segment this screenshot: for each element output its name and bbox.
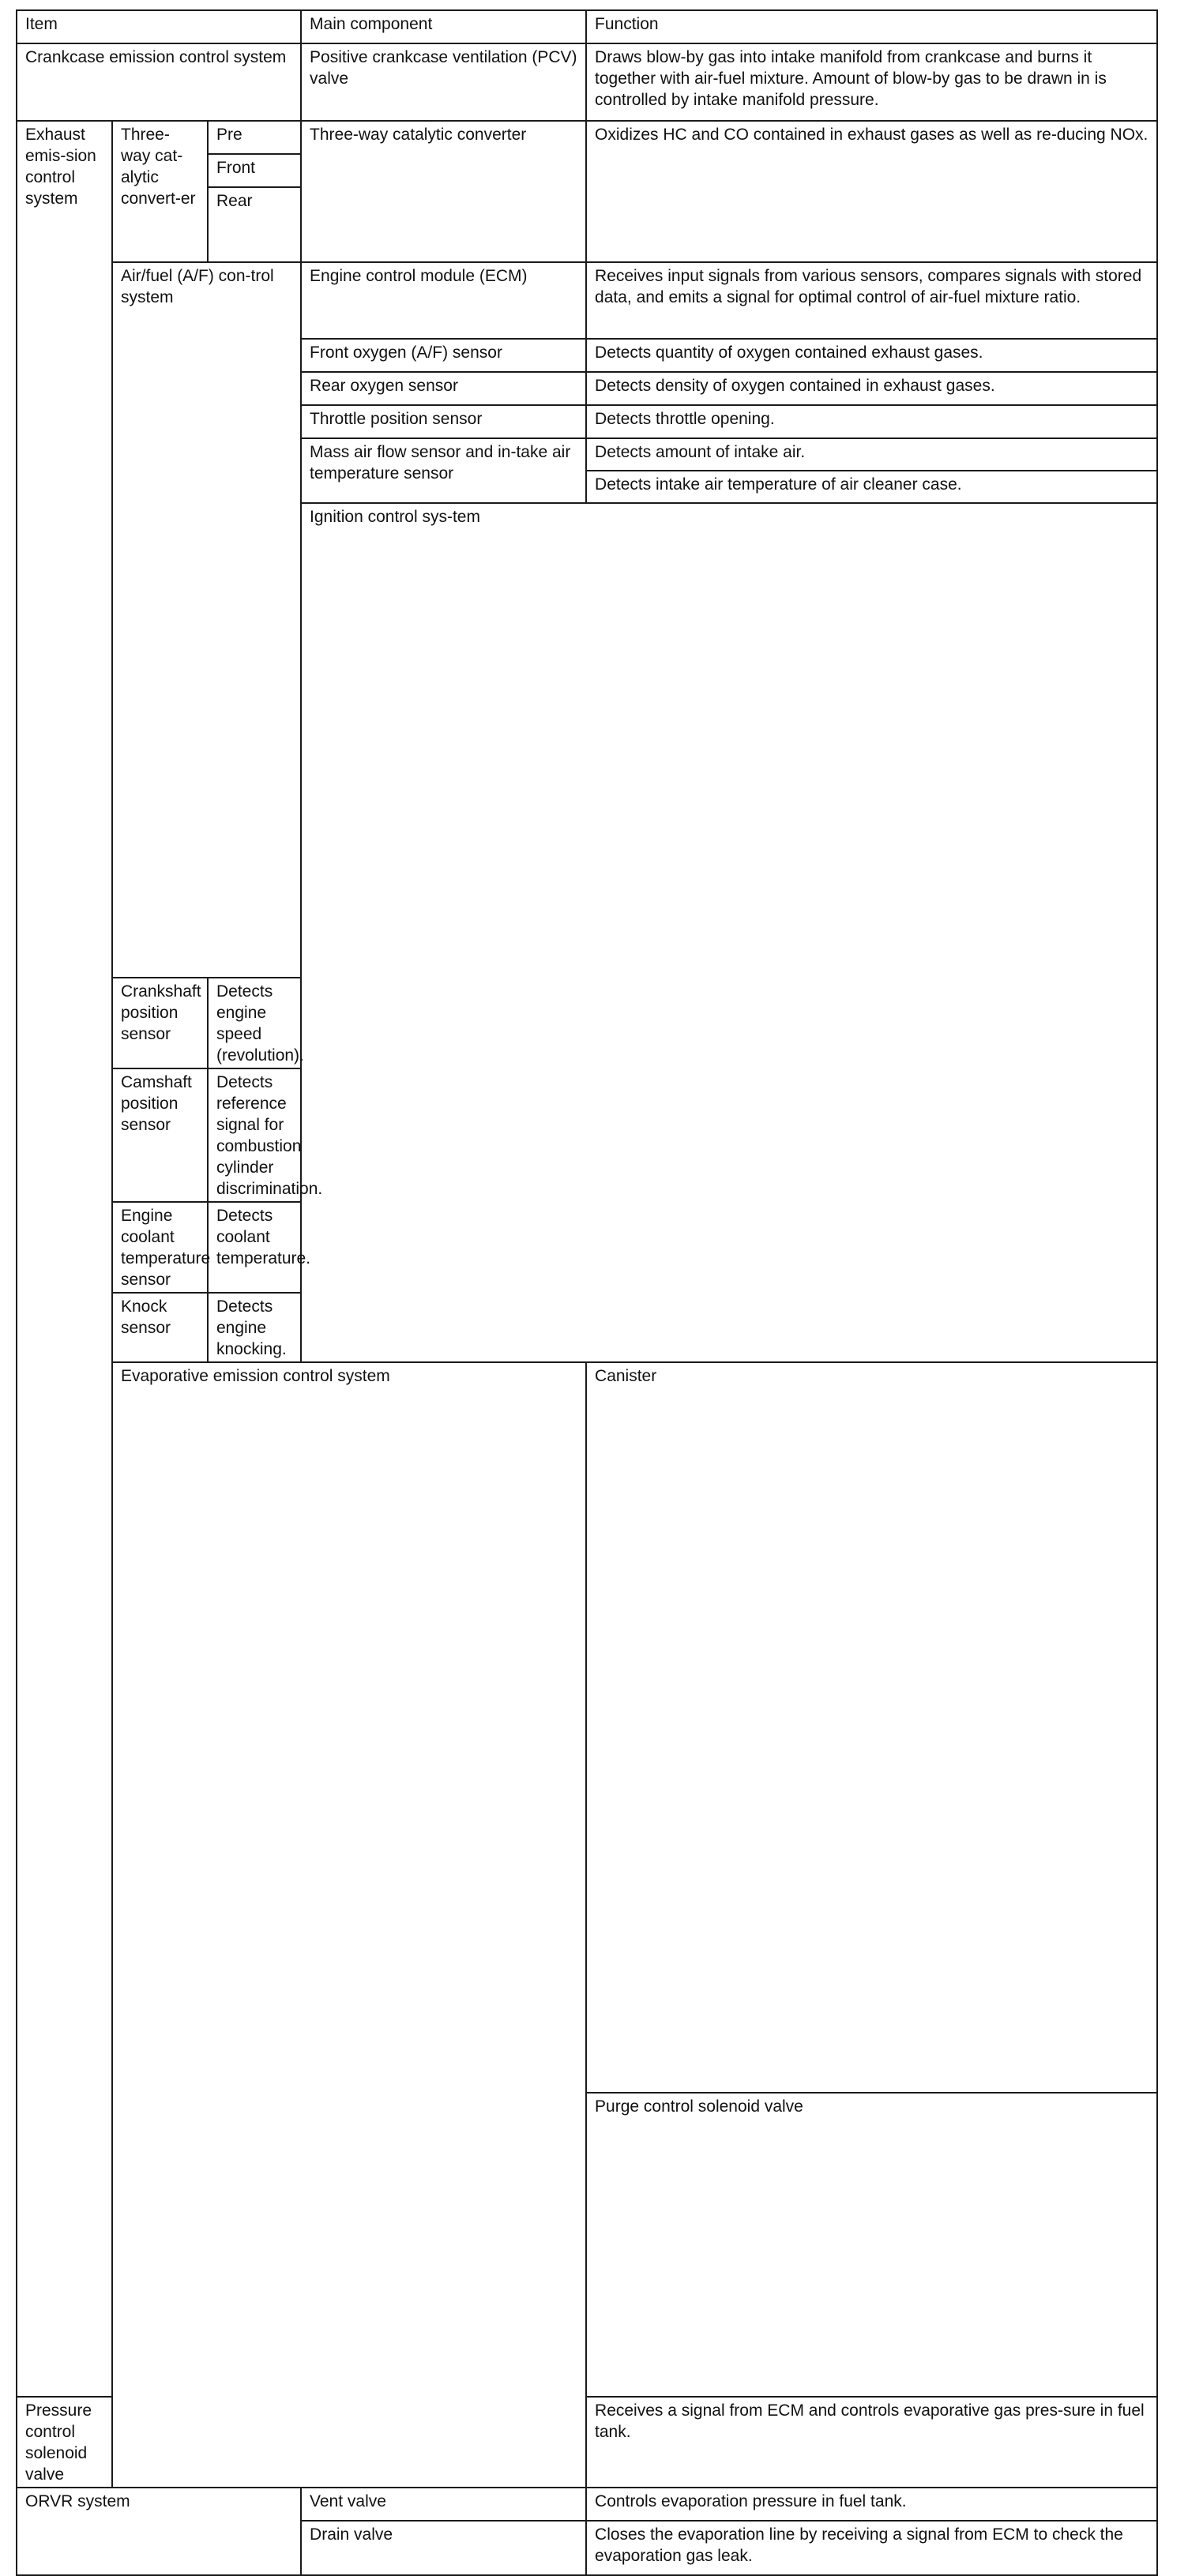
crankcase-function: Draws blow-by gas into intake manifold from crankcase and burns it together with air-fuel mixture. Amount of blow-by gas to be drawn in is controlled by intake manifold pressure. <box>586 43 1157 121</box>
af-component-throttle: Throttle position sensor <box>301 405 586 438</box>
ign-component-coolant: Engine coolant temperature sensor <box>112 1202 208 1293</box>
orvr-component-drain: Drain valve <box>301 2521 586 2575</box>
af-row-ecm <box>17 262 1157 339</box>
orvr-component-vent: Vent valve <box>301 2488 586 2521</box>
header-function: Function <box>586 10 1157 43</box>
evap-component-purge: Purge control solenoid valve <box>586 2093 1157 2397</box>
orvr-function-drain: Closes the evaporation line by receiving a signal from ECM to check the evaporation gas leak. <box>586 2521 1157 2575</box>
twc-function: Oxidizes HC and CO contained in exhaust gases as well as re-ducing NOx. <box>586 121 1157 262</box>
af-function-maf-1: Detects amount of intake air. <box>586 438 1157 471</box>
twc-label: Three-way cat-alytic convert-er <box>112 121 208 262</box>
af-label: Air/fuel (A/F) con-trol system <box>112 262 301 978</box>
evap-row-canister <box>17 1362 1157 2093</box>
af-function-throttle: Detects throttle opening. <box>586 405 1157 438</box>
crankcase-row <box>17 43 1157 121</box>
ign-component-cam: Camshaft position sensor <box>112 1068 208 1202</box>
evap-function-pressure: Receives a signal from ECM and controls evaporative gas pres-sure in fuel tank. <box>586 2397 1157 2488</box>
orvr-function-vent: Controls evaporation pressure in fuel tank. <box>586 2488 1157 2521</box>
ign-function-coolant: Detects coolant temperature. <box>208 1202 301 1293</box>
crankcase-item: Crankcase emission control system <box>17 43 301 121</box>
twc-component: Three-way catalytic converter <box>301 121 586 262</box>
crankcase-component: Positive crankcase ventilation (PCV) valve <box>301 43 586 121</box>
evap-component-pressure: Pressure control solenoid valve <box>17 2397 112 2488</box>
af-component-rear-o2: Rear oxygen sensor <box>301 372 586 405</box>
ign-component-knock: Knock sensor <box>112 1293 208 1362</box>
emission-control-table <box>16 9 1158 2576</box>
ign-component-crank: Crankshaft position sensor <box>112 978 208 1068</box>
twc-row-pre <box>17 121 1157 154</box>
header-row <box>17 10 1157 43</box>
header-main-component: Main component <box>301 10 586 43</box>
ign-function-knock: Detects engine knocking. <box>208 1293 301 1362</box>
twc-position-rear: Rear <box>208 187 301 262</box>
af-component-ecm: Engine control module (ECM) <box>301 262 586 339</box>
orvr-row-vent <box>17 2488 1157 2521</box>
ignition-label: Ignition control sys-tem <box>301 503 1157 1362</box>
twc-position-front: Front <box>208 154 301 187</box>
af-function-maf-2: Detects intake air temperature of air cleaner case. <box>586 471 1157 503</box>
evap-component-canister: Canister <box>586 1362 1157 2093</box>
ign-function-cam: Detects reference signal for combustion cylinder discrimination. <box>208 1068 301 1202</box>
header-item: Item <box>17 10 301 43</box>
orvr-item: ORVR system <box>17 2488 301 2575</box>
exhaust-item: Exhaust emis-sion control system <box>17 121 112 2397</box>
af-component-maf: Mass air flow sensor and in-take air temperature sensor <box>301 438 586 503</box>
af-function-ecm: Receives input signals from various sensors, compares signals with stored data, and emits a signal for optimal control of air-fuel mixture ratio. <box>586 262 1157 339</box>
evaporative-item: Evaporative emission control system <box>112 1362 586 2488</box>
twc-position-pre: Pre <box>208 121 301 154</box>
af-function-rear-o2: Detects density of oxygen contained in exhaust gases. <box>586 372 1157 405</box>
ign-function-crank: Detects engine speed (revolution). <box>208 978 301 1068</box>
af-function-front-o2: Detects quantity of oxygen contained exhaust gases. <box>586 339 1157 372</box>
af-component-front-o2: Front oxygen (A/F) sensor <box>301 339 586 372</box>
